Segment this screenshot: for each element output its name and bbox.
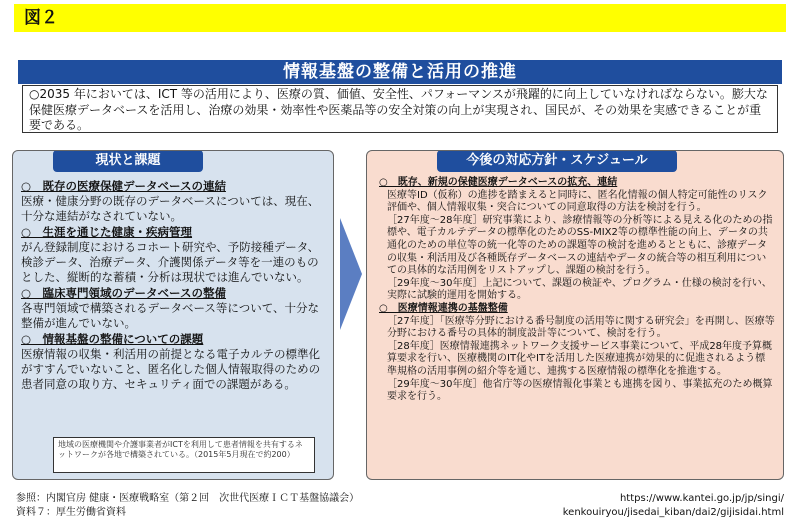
page-title: 情報基盤の整備と活用の推進 (18, 60, 782, 84)
policy-paragraph: 医療等ID（仮称）の進捗を踏まえると同時に、匿名化情報の個人特定可能性のリスク評価や、個人情報収集・突合についての同意取得の方法を検討を行う。 (387, 189, 768, 214)
policy-paragraph: ［29年度～30年度］上記について、課題の検証や、プログラム・仕様の検討を行い、実際に試験的運用を開始する。 (387, 277, 772, 302)
policy-paragraph: ［27年度］「医療等分野における番号制度の活用等に関する研究会」を再開し、医療等分野における番号の具体的制度設計等について、検討を行う。 (387, 315, 775, 340)
issue-body: 医療・健康分野の既存のデータベースについては、現在、十分な連結がなされていない。 (21, 194, 320, 223)
figure-label: 図２ (14, 4, 786, 32)
policy-paragraph: ［29年度～30年度］他省庁等の医療情報化事業とも連携を図り、事業拡充のため概算要求を行う。 (387, 378, 773, 403)
source-line: 参照：内閣官房 健康・医療戦略室（第２回 次世代医療ＩＣＴ基盤協議会） (16, 493, 360, 504)
issue-body: 医療情報の収集・利活用の前提となる電子カルテの標準化がすすんでいないこと、匿名化した個人情報取得のための患者同意の取り方、セキュリティ面での課題がある。 (21, 347, 321, 391)
url-line: https://www.kantei.go.jp/jp/singi/ (619, 493, 784, 504)
future-policy-list (379, 177, 775, 404)
policy-paragraph: ［28年度］医療情報連携ネットワーク支援サービス事業について、平成28年度予算概算要求を行い、医療機関のIT化やITを活用した医療連携が効果的に促進されるよう標準規格の活用事例の紹介等を通じ、連携する医療情報の標準化を推進する。 (387, 340, 773, 377)
policy-paragraph: ［27年度～28年度］研究事業により、診療情報等の分析等による見える化のための指標や、電子カルテデータの標準化のためのSS-MIX2等の標準性能の向上、データの共通化のための単位等の統一化等のための課題等の検討を進めるとともに、診療データの収集・利活用及び各種既存データベースの連結やデータの統合等の相互利用についての具体的な活用例をリストアップし、課題の検討を行う。 (387, 214, 773, 277)
current-issues-panel (12, 150, 334, 480)
issue-heading: ○ 情報基盤の整備についての課題 (21, 332, 204, 346)
network-note: 地域の医療機関や介護事業者がICTを利用して患者情報を共有するネットワークが各地で構築されている。（2015年5月現在で約200） (53, 437, 315, 473)
intro-text: ○2035 年においては、ICT 等の活用により、医療の質、価値、安全性、パフォーマンスが飛躍的に向上していなければならない。膨大な保健医療データベースを活用し、治療の効果・効率性や医薬品等の安全対策の向上が実現され、国民が、その効果を実感できることが重要である。 (22, 85, 778, 133)
issue-body: 各専門領域で構築されるデータベース等について、十分な整備が進んでいない。 (21, 301, 319, 330)
source-citation (16, 492, 359, 520)
policy-heading: ○ 既存、新規の保健医療データベースの拡充、連結 (379, 177, 618, 188)
current-issues-list (21, 179, 327, 393)
future-policy-heading: 今後の対応方針・スケジュール (437, 150, 677, 172)
issue-heading: ○ 生涯を通じた健康・疾病管理 (21, 225, 193, 239)
current-issues-heading: 現状と課題 (53, 150, 203, 172)
issue-heading: ○ 既存の医療保健データベースの連結 (21, 179, 226, 193)
source-url (563, 492, 784, 520)
future-policy-panel (366, 150, 784, 480)
right-arrow-icon (340, 218, 362, 330)
issue-body: がん登録制度におけるコホート研究や、予防接種データ、検診データ、治療データ、介護関係データ等を一連のものとした、縦断的な蓄積・分析は現状では進んでいない。 (21, 240, 320, 284)
issue-heading: ○ 臨床専門領域のデータベースの整備 (21, 286, 226, 300)
source-line: 資料７：厚生労働省資料 (16, 507, 126, 518)
policy-heading: ○ 医療情報連携の基盤整備 (379, 302, 508, 314)
url-line: kenkouiryou/jisedai_kiban/dai2/gijisidai.html (562, 507, 784, 518)
